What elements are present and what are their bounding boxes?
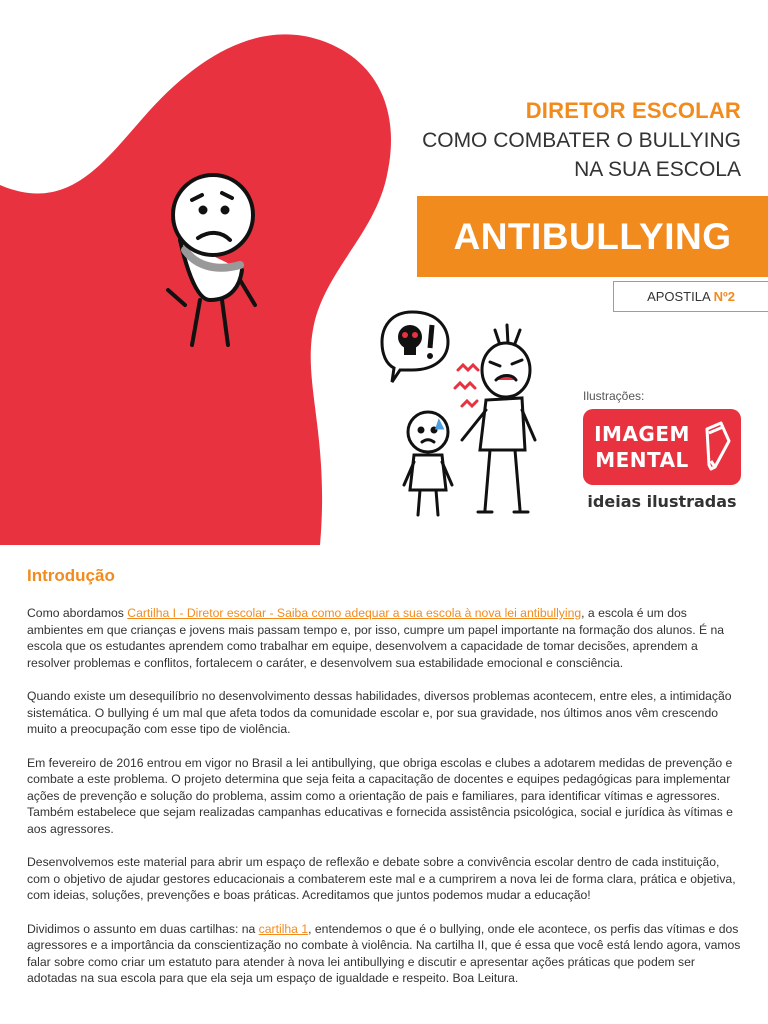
logo-text: IMAGEM MENTAL — [594, 422, 690, 472]
paragraph-2: Quando existe um desequilíbrio no desenvolvimento dessas habilidades, diversos problemas acontecem, entre eles, a intimidação sistemática. O bullying é um mal que afeta todos da comunidade escolar e, por sua gravidade, nos últimos anos vêm crescendo muito a preocupação com esse tipo de violência. — [27, 689, 732, 736]
bully-figure-icon — [462, 325, 535, 512]
apostila-label: APOSTILA — [647, 289, 710, 304]
main-banner: ANTIBULLYING — [417, 196, 768, 277]
paragraph-3: Em fevereiro de 2016 entrou em vigor no Brasil a lei antibullying, que obriga escolas e clubes a adotarem medidas de prevenção e combate a este problema. O projeto determina que seja feita a capacitação de docentes e equipes pedagógicas para implementar ações de prevenção e solução do problema, assim como a orientação de pais e familiares, para identificar vítimas e agressores. Também estabelece que sejam realizadas campanhas educativas e fornecida assistência psicológica, social e jurídica às vítimas e aos agressores. — [27, 755, 733, 836]
document-subtitle: COMO COMBATER O BULLYING NA SUA ESCOLA — [422, 129, 741, 181]
paragraph-5-text-start: Dividimos o assunto em duas cartilhas: na — [27, 921, 259, 936]
paragraph-1 — [27, 605, 743, 671]
apostila-badge — [613, 281, 768, 312]
logo-tagline: ideias ilustradas — [587, 492, 737, 511]
paragraph-5-text-end: , entendemos o que é o bullying, onde ele acontece, os perfis das vítimas e dos agressores e a importância da conscientização no combate à violência. Na cartilha II, que é essa que você está lendo agora, vamos falar sobre como criar um estatuto para atender à nova lei antibullying e discutir e apresentar ações práticas que podem ser adotadas na sua escola para que ela seja um espaço de igualdade e respeito. Boa Leitura. — [27, 921, 741, 985]
illustrations-label: Ilustrações: — [583, 389, 645, 403]
scared-child-figure-icon — [404, 412, 452, 515]
paragraph-4: Desenvolvemos este material para abrir um espaço de reflexão e debate sobre a convivência escolar dentro de cada instituição, com o objetivo de ajudar gestores educacionais a combaterem este mal e a cumprirem a nova lei de forma clara, prática e objetiva, com ideias, soluções, prevenções e boas práticas. Acreditamos que juntos podemos mudar a educação! — [27, 855, 736, 902]
cartilha-1-short-link[interactable]: cartilha 1 — [258, 921, 309, 936]
pencil-icon — [703, 421, 731, 473]
angry-speech-bubble-icon — [382, 312, 448, 382]
paragraph-5 — [27, 921, 743, 987]
cartilha-1-link[interactable]: Cartilha I - Diretor escolar - Saiba como adequar a sua escola à nova lei antibullying — [127, 606, 582, 620]
paragraph-1-text-start: Como abordamos — [27, 606, 128, 620]
anger-marks-icon — [455, 365, 478, 406]
imagem-mental-logo — [583, 409, 741, 485]
paragraph-1-text-end: , a escola é um dos ambientes em que crianças e jovens mais passam tempo e, por isso, cumpre um papel importante na formação dos alunos. É na escola que os estudantes aprendem como trabalhar em equipe, desenvolvem a capacidade de tomar decisões, aprendem a resolver problemas e conflitos, fortalecem o caráter, e desenvolvem sua estabilidade emocional e consciência. — [27, 606, 725, 670]
kicker-title: DIRETOR ESCOLAR — [525, 98, 741, 123]
section-title: Introdução — [27, 566, 115, 585]
apostila-number: Nº2 — [713, 289, 735, 304]
introduction-section — [27, 566, 743, 1004]
